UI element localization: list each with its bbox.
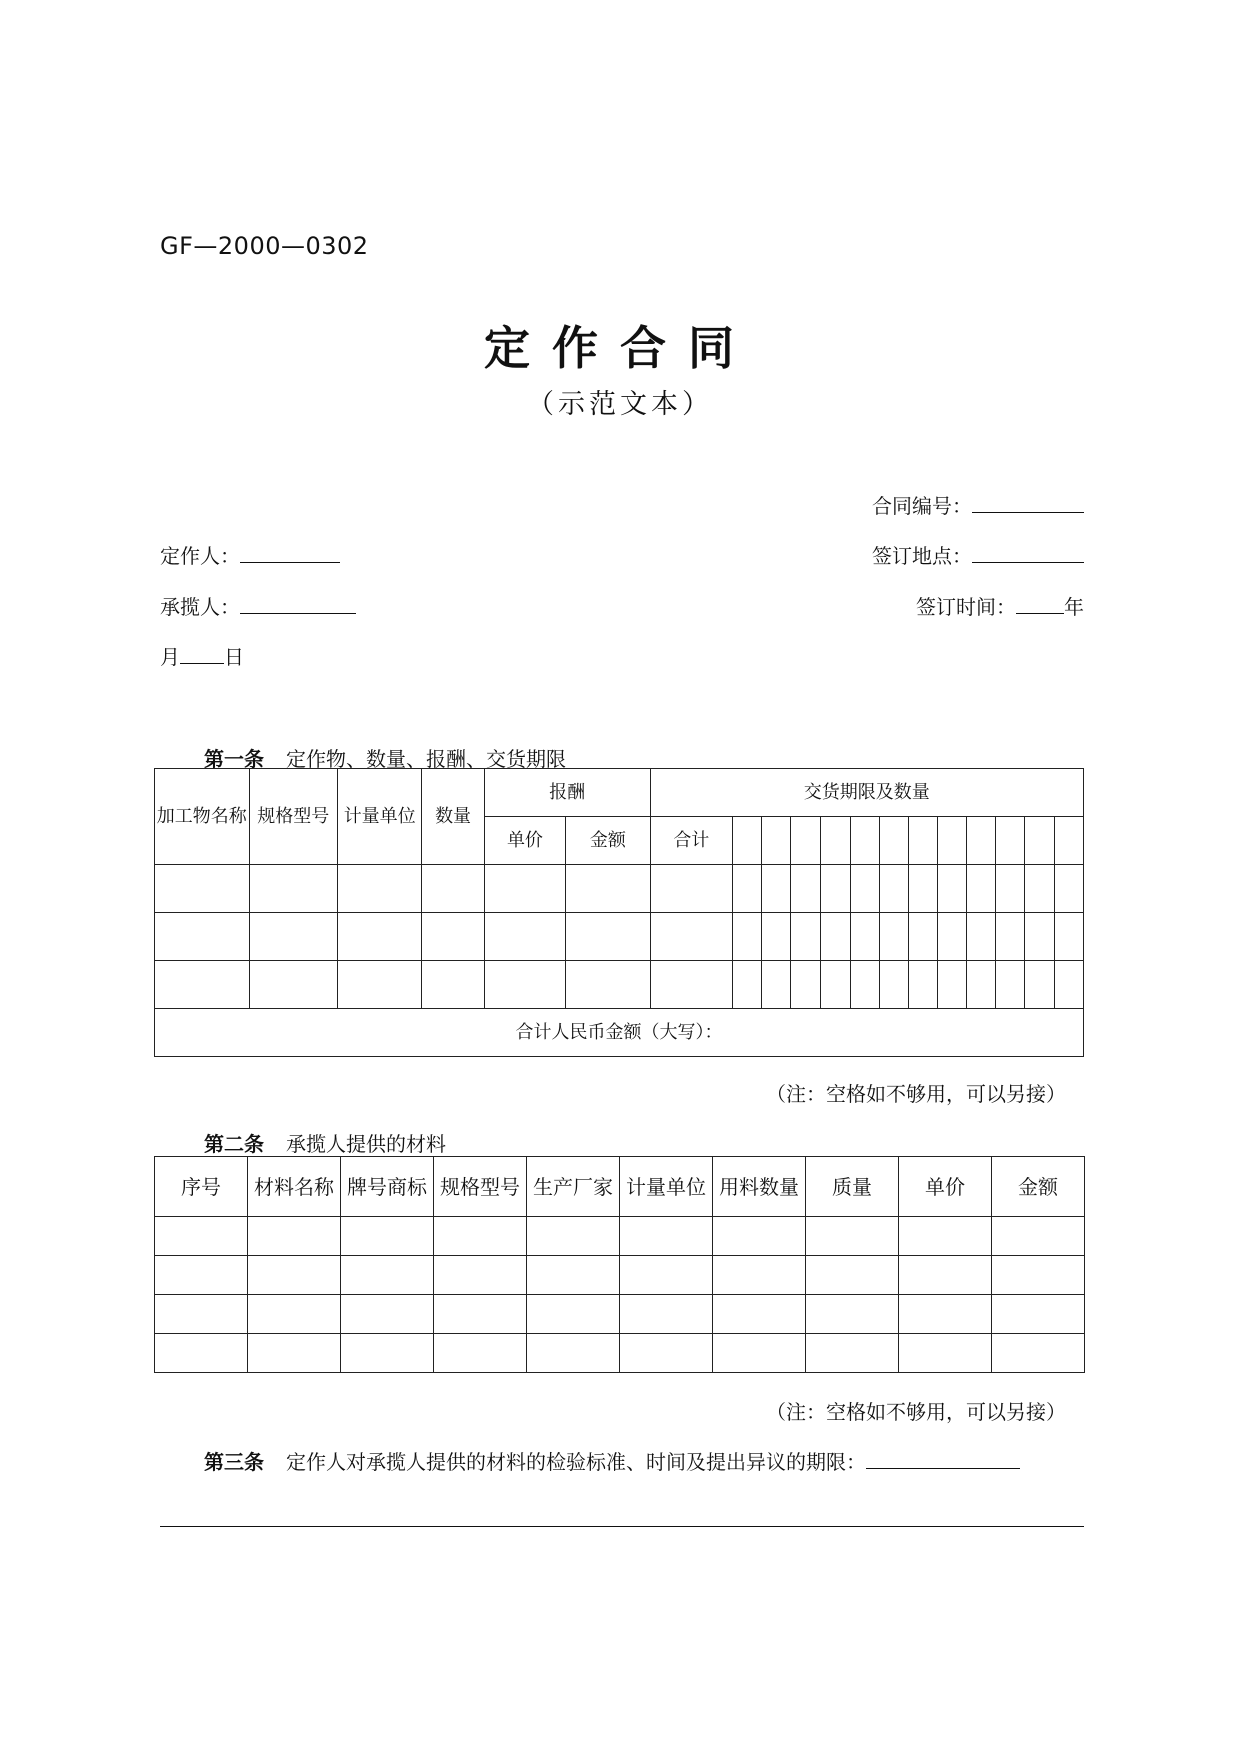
day-suffix: 日 <box>224 645 244 669</box>
table-row[interactable] <box>155 865 1084 913</box>
header-serial: 序号 <box>155 1157 248 1217</box>
month-label: 月 <box>160 645 180 669</box>
header-spec-model: 规格型号 <box>434 1157 527 1217</box>
contractor-blank[interactable] <box>240 593 356 614</box>
orderer-field[interactable] <box>160 540 340 569</box>
header-payment: 报酬 <box>484 769 650 817</box>
header-material-quantity: 用料数量 <box>713 1157 806 1217</box>
article-2-title: 承揽人提供的材料 <box>286 1132 446 1156</box>
contractor-label: 承揽人： <box>160 595 240 619</box>
table-row[interactable] <box>155 1256 1085 1295</box>
sign-place-blank[interactable] <box>972 542 1084 563</box>
header-price: 单价 <box>899 1157 992 1217</box>
article-2-heading <box>204 1128 446 1157</box>
contract-number-label: 合同编号： <box>872 494 972 518</box>
header-delivery: 交货期限及数量 <box>650 769 1083 817</box>
sign-place-field[interactable] <box>872 540 1084 569</box>
header-item-name: 加工物名称 <box>155 769 250 865</box>
header-measure-unit: 计量单位 <box>620 1157 713 1217</box>
header-manufacturer: 生产厂家 <box>527 1157 620 1217</box>
article-1-number: 第一条 <box>204 747 264 771</box>
header-quality: 质量 <box>806 1157 899 1217</box>
sign-time-label: 签订时间： <box>916 595 1016 619</box>
document-code: GF—2000—0302 <box>160 232 369 260</box>
header-spec: 规格型号 <box>249 769 337 865</box>
total-amount-row[interactable]: 合计人民币金额（大写）： <box>155 1009 1084 1057</box>
article-3-heading <box>204 1446 1020 1475</box>
document-subtitle: （示范文本） <box>527 389 713 420</box>
table-row[interactable] <box>155 1334 1085 1373</box>
header-quantity: 数量 <box>422 769 484 865</box>
header-unit: 计量单位 <box>337 769 421 865</box>
header-total: 合计 <box>650 817 732 865</box>
article-1-note: （注：空格如不够用，可以另接） <box>766 1082 1066 1106</box>
article-2-number: 第二条 <box>204 1132 264 1156</box>
article-3-title: 定作人对承揽人提供的材料的检验标准、时间及提出异议的期限： <box>286 1450 866 1474</box>
header-material-name: 材料名称 <box>248 1157 341 1217</box>
orderer-label: 定作人： <box>160 544 240 568</box>
contractor-field[interactable] <box>160 591 356 620</box>
article-3-continuation-line[interactable] <box>160 1526 1084 1527</box>
header-sum: 金额 <box>992 1157 1085 1217</box>
article-3-number: 第三条 <box>204 1450 264 1474</box>
header-brand: 牌号商标 <box>341 1157 434 1217</box>
orderer-blank[interactable] <box>240 542 340 563</box>
contract-number-blank[interactable] <box>972 492 1084 513</box>
sign-time-field[interactable] <box>916 591 1084 620</box>
document-title: 定作合同 <box>484 321 756 375</box>
article-1-title: 定作物、数量、报酬、交货期限 <box>286 747 566 771</box>
article-1-table <box>154 768 1084 1057</box>
table-row[interactable] <box>155 1217 1085 1256</box>
sign-year-blank[interactable] <box>1016 593 1064 614</box>
table-row[interactable] <box>155 1295 1085 1334</box>
sign-month-blank[interactable] <box>180 643 224 664</box>
year-suffix: 年 <box>1064 595 1084 619</box>
article-2-note: （注：空格如不够用，可以另接） <box>766 1400 1066 1424</box>
article-2-table <box>154 1156 1085 1373</box>
header-unit-price: 单价 <box>484 817 565 865</box>
sign-place-label: 签订地点： <box>872 544 972 568</box>
header-amount: 金额 <box>566 817 650 865</box>
article-3-blank[interactable] <box>866 1448 1020 1469</box>
sign-date-field[interactable] <box>160 641 244 670</box>
table-row[interactable] <box>155 961 1084 1009</box>
contract-number-field[interactable] <box>872 490 1084 519</box>
table-row[interactable] <box>155 913 1084 961</box>
